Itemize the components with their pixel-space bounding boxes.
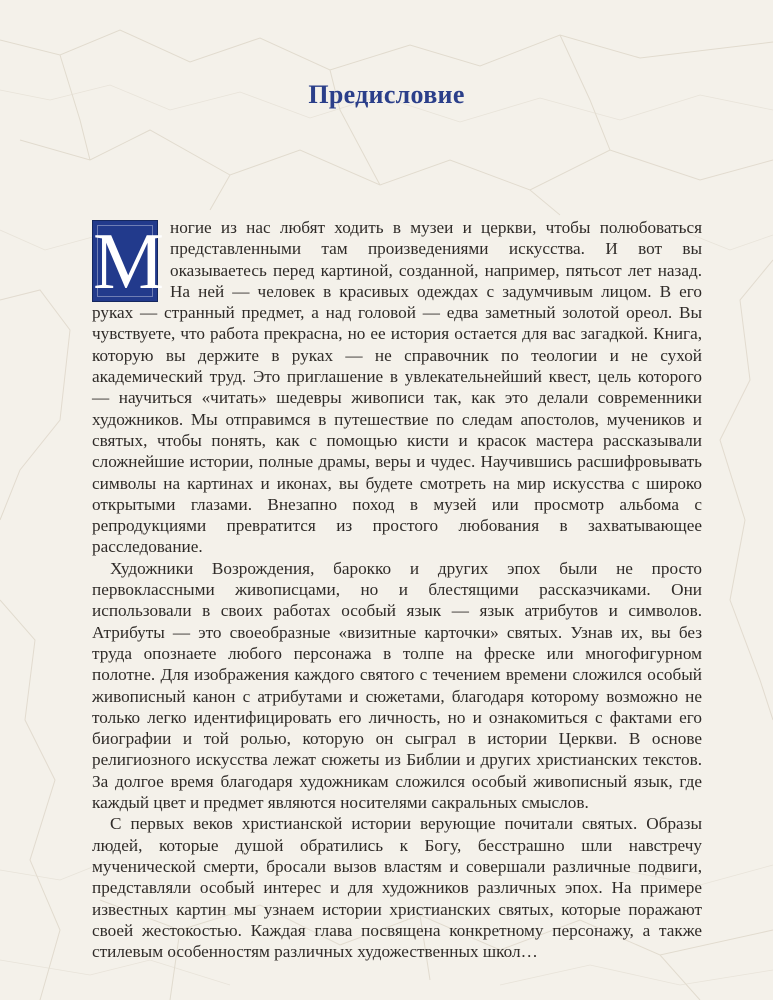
paragraph-3: С первых веков христианской истории верующие почитали святых. Образы людей, которые душой обратились к Богу, бесстрашно шли навстречу мученической смерти, бросали вызов властям и совершали различные подвиги, представляли особый интерес и для художников различных эпох. На примере известных картин мы узнаем истории христианских святых, которые поражают своей жестокостью. Каждая глава посвящена конкретному персонажу, а также стилевым особенностям различных художественных школ… [92, 814, 702, 962]
paragraph-2: Художники Возрождения, барокко и других эпох были не просто первоклассными живописцами, но и блестящими рассказчиками. Они использовали в своих работах особый язык — язык атрибутов и символов. Атрибуты — это своеобразные «визитные карточки» святых. Узнав их, вы без труда опознаете любого персонажа в толпе на фреске или многофигурном полотне. Для изображения каждого святого с течением времени сложился особый живописный канон с атрибутами и сюжетами, благодаря которому возможно не только легко идентифицировать его личность, но и ознакомиться с фактами его биографии и той ролью, которую он сыграл в истории Церкви. В основе религиозного искусства лежат сюжеты из Библии и других христианских текстов. За долгое время благодаря художникам сложился особый живописный язык, где каждый цвет и предмет являются носителями сакральных смыслов. [92, 558, 702, 813]
preface-text [92, 217, 702, 962]
drop-cap-letter: М [93, 218, 165, 306]
drop-cap [92, 218, 165, 306]
paragraph-1-text: ногие из нас любят ходить в музеи и церкви, чтобы полюбоваться представленными там произведениями искусства. И вот вы оказываетесь перед картиной, созданной, например, пятьсот лет назад. На ней — человек в красивых одеждах с задумчивым лицом. В его руках — странный предмет, а над головой — едва заметный золотой ореол. Вы чувствуете, что работа прекрасна, но ее история остается для вас загадкой. Книга, которую вы держите в руках — не справочник по теологии и не сухой академический труд. Это приглашение в увлекательнейший квест, цель которого — научиться «читать» шедевры живописи так, как это делали современники художников. Мы отправимся в путешествие по следам апостолов, мучеников и святых, чтобы понять, как с помощью кисти и красок мастера рассказывали сложнейшие истории, полные драмы, веры и чудес. Научившись расшифровывать символы на картинах и иконах, вы будете смотреть на мир искусства с широко открытыми глазами. Внезапно поход в музей или просмотр альбома с репродукциями превратится из простого любования в захватывающее расследование. [92, 218, 702, 557]
paragraph-1 [92, 217, 702, 558]
page-title: Предисловие [308, 80, 465, 109]
